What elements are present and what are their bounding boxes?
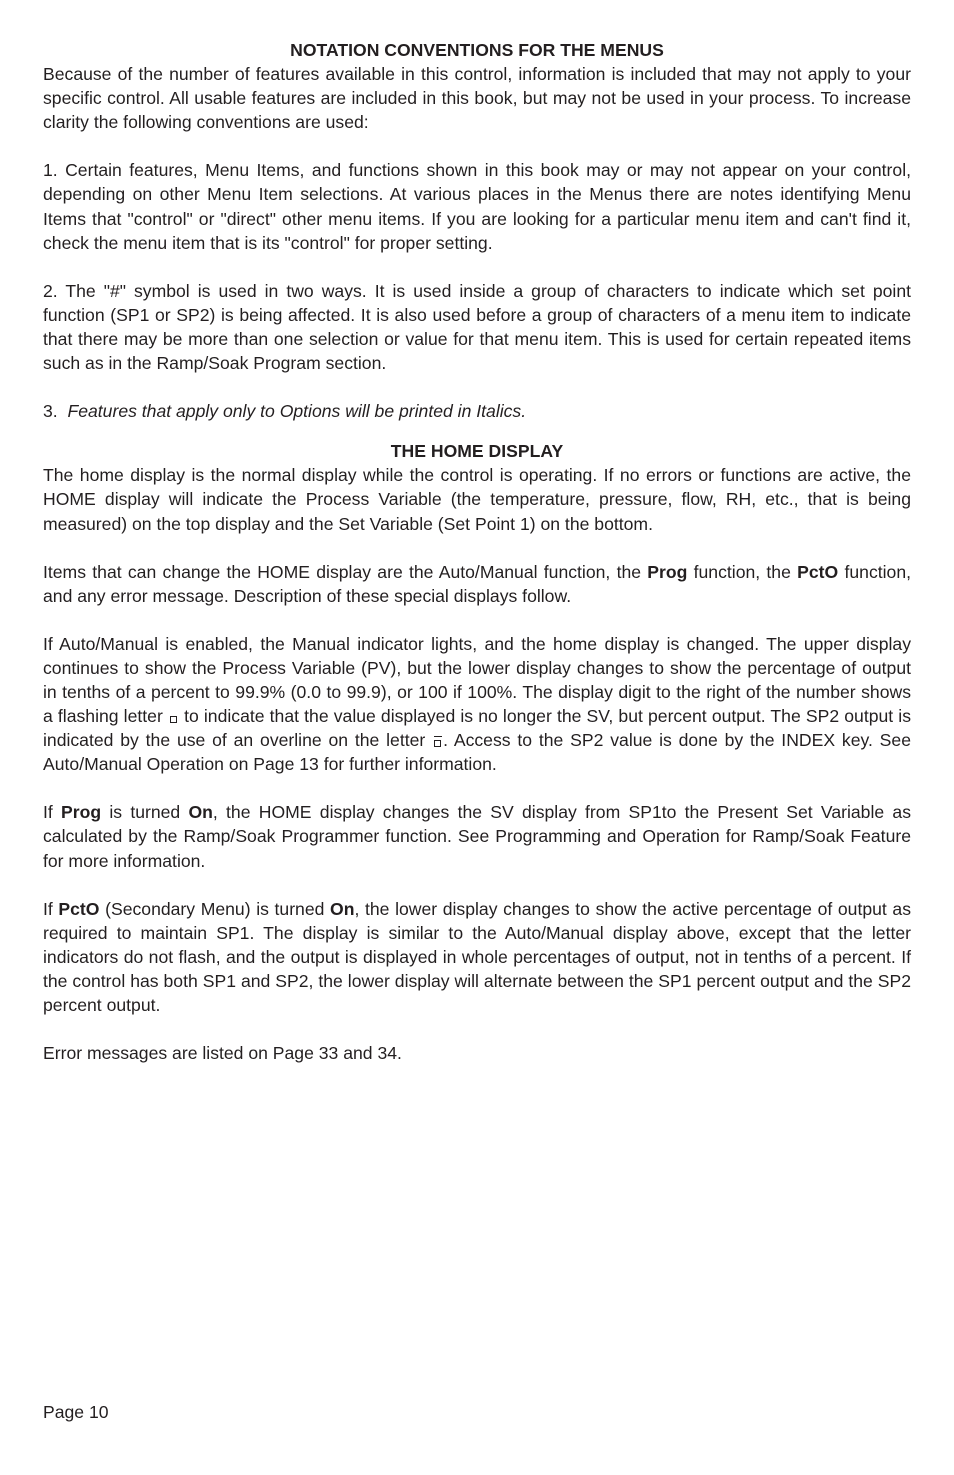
convention-item-2: 2. The "#" symbol is used in two ways. It is used inside a group of characters to indicate which set point function (SP1 or SP2) is being affected. It is also used before a group of characters of a menu item to indicate that there may be more than one selection or value for that menu item. This is used for certain repeated items such as in the Ramp/Soak Program section. — [43, 280, 911, 374]
text-run: , the lower display changes to show the active percentage of output as required to maintain SP1. The display is similar to the Auto/Manual display above, except that the letter indicators do not flash, and the output is displayed in whole percentages of output, not in tenths of a percent. If the control has both SP1 and SP2, the lower display will alternate between the SP1 percent output and the SP2 percent output. — [43, 898, 912, 1015]
text-run: If Auto/Manual is enabled, the Manual indicator lights, and the home display is changed. The upper display continues to show the Process Variable (PV), but the lower display changes to show the percentage of output in tenths of a percent to 99.9% (0.0 to 99.9), or 100 if 100%. The display digit to the right of the number shows a flashing letter — [43, 633, 911, 727]
item-3-number: 3. — [43, 401, 58, 422]
home-display-paragraph-3 — [43, 632, 911, 777]
intro-paragraph: Because of the number of features available in this control, information is included that may not apply to your specific control. All usable features are included in this book, but may not be used in your process. To increase clarity the following conventions are used: — [43, 64, 911, 133]
section-heading-home-display: THE HOME DISPLAY — [390, 441, 564, 462]
segment-letter-icon — [170, 716, 177, 723]
text-run: (Secondary Menu) is turned — [99, 898, 331, 919]
home-display-paragraph-4 — [43, 800, 911, 872]
convention-item-1: 1. Certain features, Menu Items, and functions shown in this book may or may not appear on your control, depending on other Menu Item selections. At various places in the Menus there are notes identifying Menu Items that "control" or "direct" other menu items. If you are looking for a particular menu item and can't find it, check the menu item that is its "control" for proper setting. — [43, 160, 911, 253]
bold-term-pcto: PctO — [797, 561, 839, 582]
text-run: If — [43, 802, 62, 823]
item-3-italic-text: Features that apply only to Options will be printed in Italics. — [67, 401, 527, 422]
home-display-paragraph-5 — [43, 897, 911, 1017]
bold-term-prog: Prog — [61, 802, 102, 823]
section-heading-notation: NOTATION CONVENTIONS FOR THE MENUS — [290, 40, 664, 60]
home-display-paragraph-1: The home display is the normal display while the control is operating. If no errors or functions are active, the HOME display will indicate the Process Variable (the temperature, pressure, flow, RH, etc., that is being measured) on the top display and the Set Variable (Set Point 1) on the bottom. — [43, 465, 911, 534]
home-display-paragraph-2 — [43, 560, 911, 608]
text-run: If — [43, 898, 59, 919]
text-run: function, and any error message. Description of these special displays follow. — [43, 561, 911, 606]
convention-item-3 — [43, 399, 911, 423]
page-content — [43, 38, 911, 1065]
text-run: function, the — [687, 561, 798, 582]
text-run: . Access to the SP2 value is done by the INDEX key. See Auto/Manual Operation on Page 13 for further information. — [43, 730, 911, 775]
text-run: , the HOME display changes the SV display from SP1to the Present Set Variable as calculated by the Ramp/Soak Programmer function. See Programming and Operation for Ramp/Soak Feature for more information. — [43, 802, 911, 871]
text-run: Items that can change the HOME display are the Auto/Manual function, the — [43, 561, 648, 582]
text-run: to indicate that the value displayed is no longer the SV, but percent output. The SP2 output is indicated by the use of an overline on the letter — [43, 706, 912, 751]
text-run: is turned — [101, 802, 189, 823]
bold-term-on: On — [330, 898, 355, 919]
page-number: Page 10 — [43, 1402, 109, 1422]
home-display-paragraph-6: Error messages are listed on Page 33 and 34. — [43, 1043, 402, 1064]
bold-term-prog: Prog — [647, 561, 688, 582]
bold-term-pcto: PctO — [58, 898, 100, 919]
segment-letter-overline-icon — [434, 740, 441, 747]
bold-term-on: On — [188, 802, 213, 823]
